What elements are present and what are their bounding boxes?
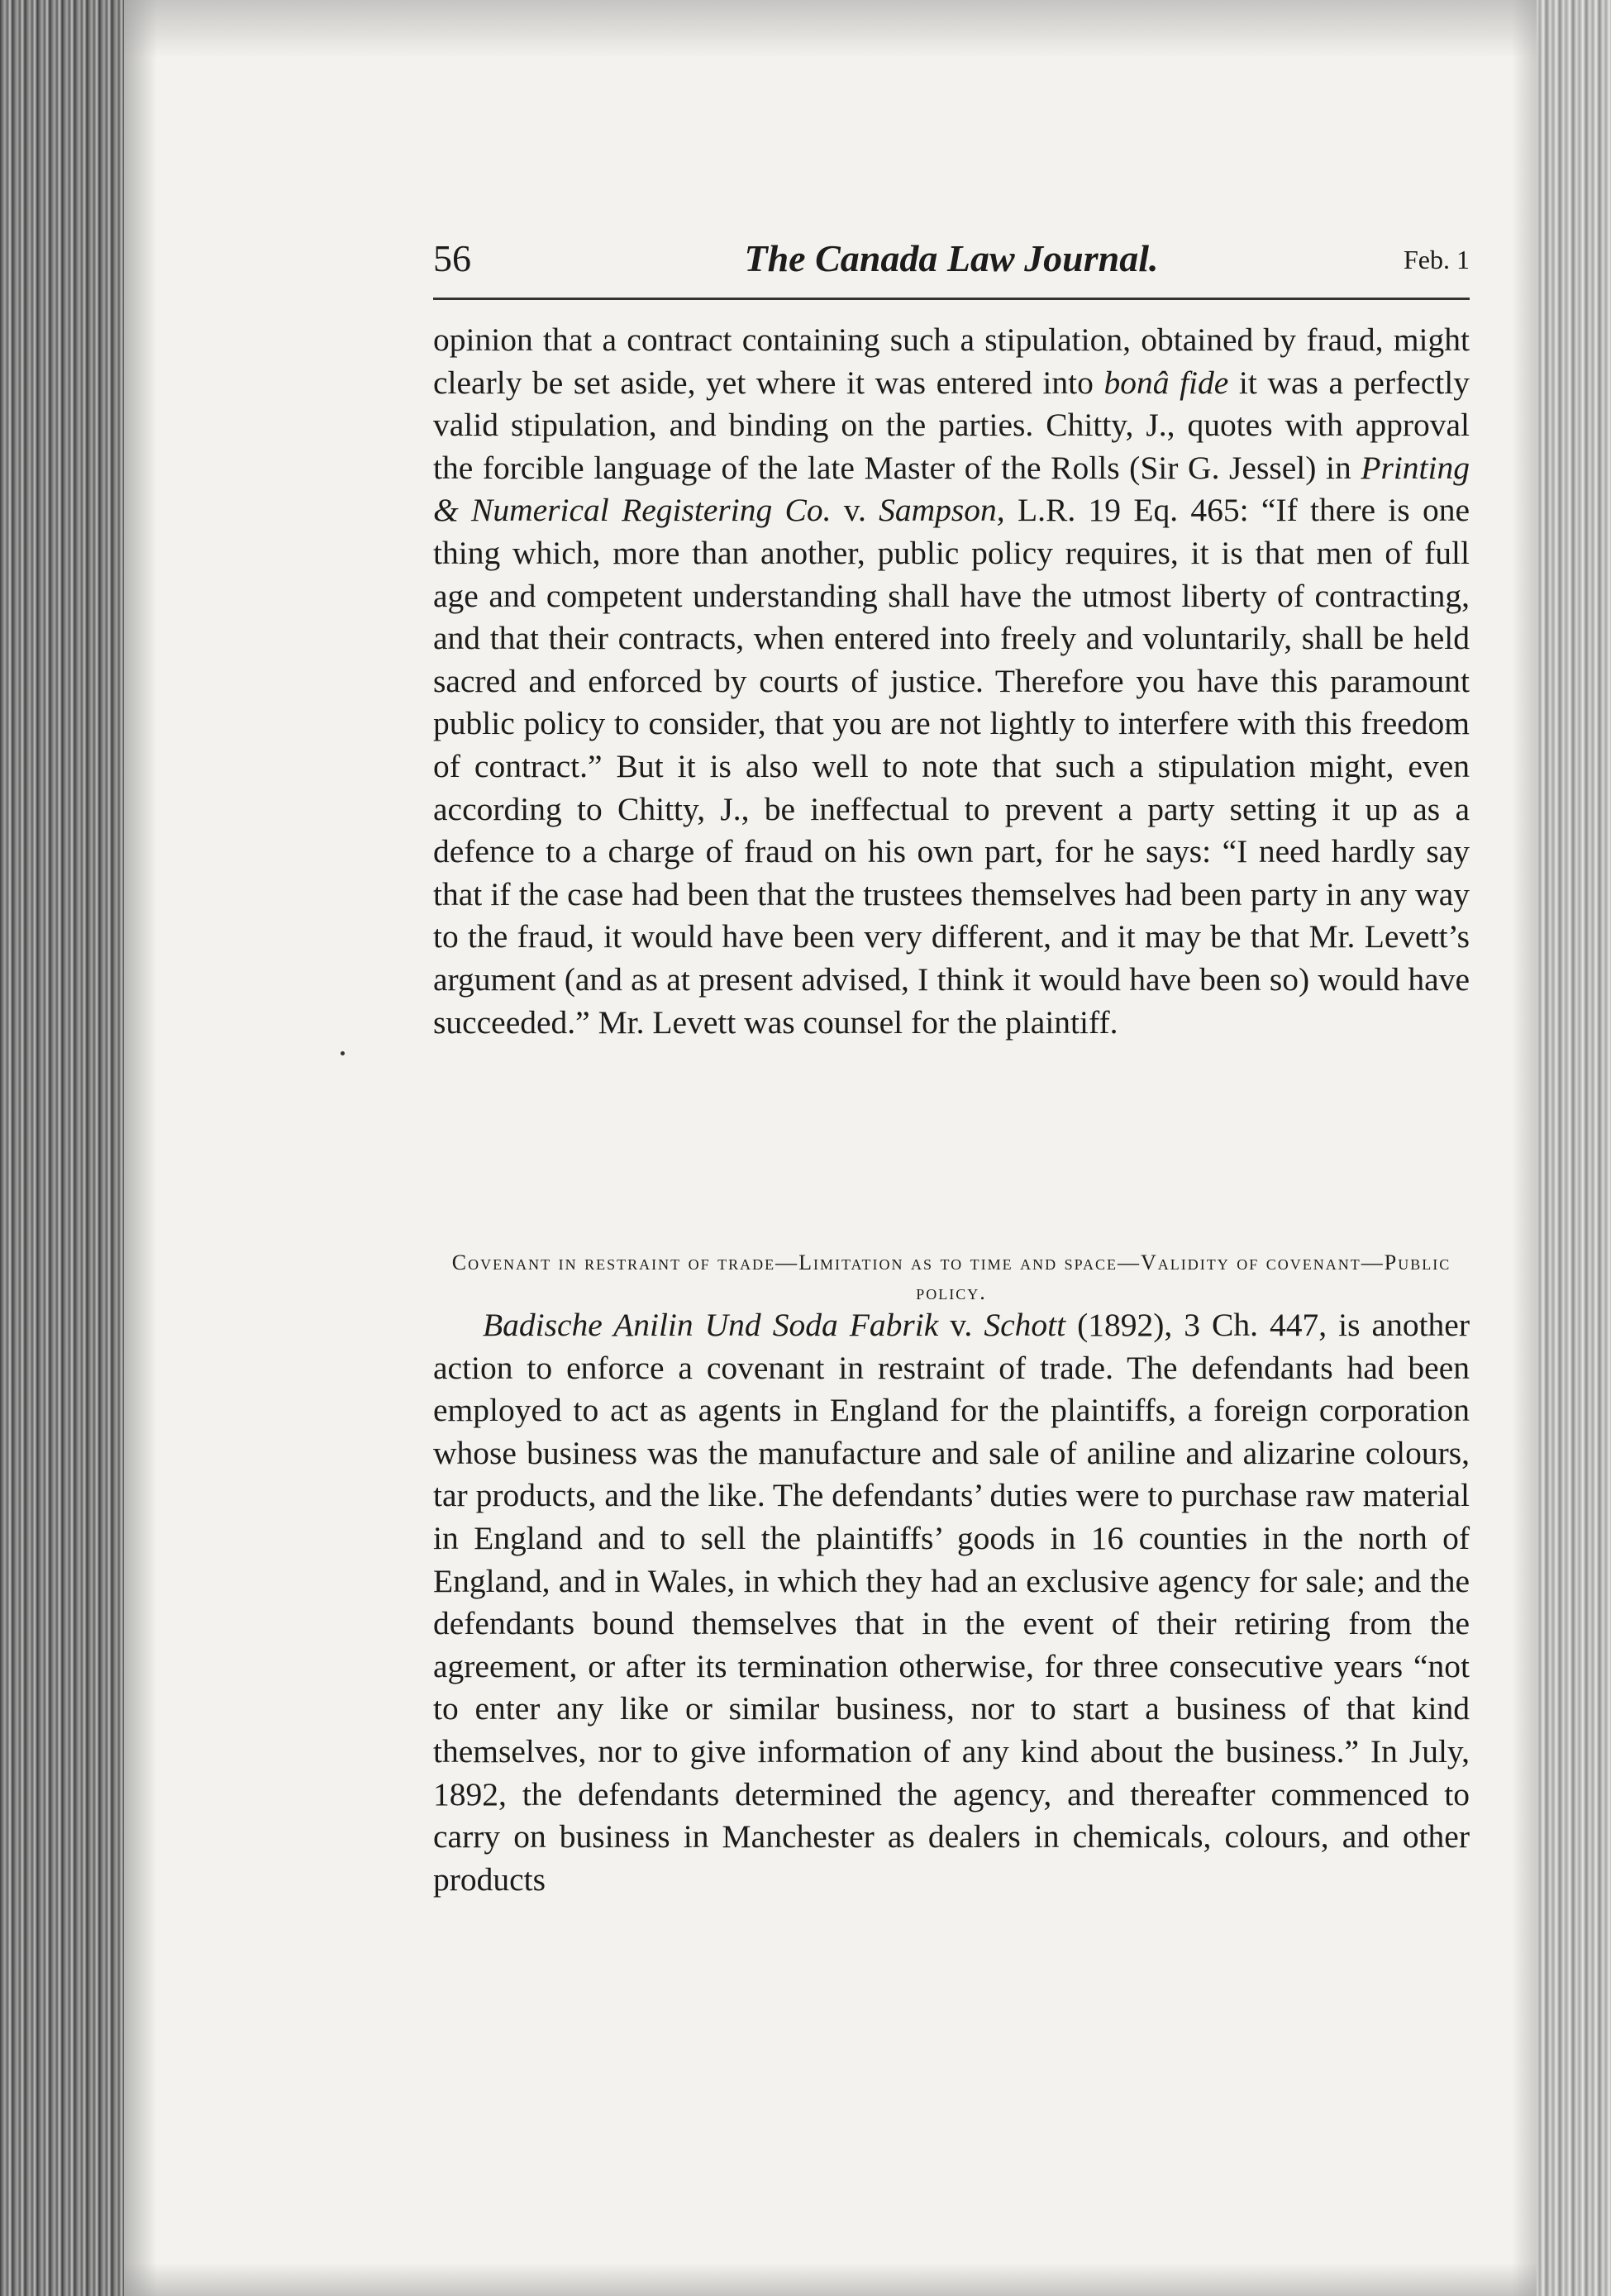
paragraph-text: v. [831, 492, 879, 529]
journal-title: The Canada Law Journal. [744, 237, 1159, 279]
page-number: 56 [433, 237, 471, 279]
running-header [433, 236, 1470, 294]
scan-left-edge [0, 0, 124, 2296]
header-rule [433, 298, 1470, 300]
case-name: Badische Anilin Und Soda Fabrik [483, 1307, 939, 1343]
body-paragraph-2 [433, 1304, 1470, 1901]
margin-mark [341, 1051, 345, 1055]
paragraph-text: v. [938, 1307, 984, 1343]
italic-term: bonâ fide [1103, 364, 1229, 401]
case-name: Printing & Numerical Registering Co. [433, 449, 1470, 529]
paragraph-text: L.R. 19 Eq. 465: “If there is one thing which, more than another, public policy requires, it is that men of full age and competent understanding shall have the utmost liberty of contracting, and that their contracts, when entered into freely and voluntarily, shall be held sacred and enforced by courts of justice. Therefore you have this paramount public policy to consider, that you are not lightly to interfere with this freedom of contract.” But it is also well to note that such a stipulation might, even according to Chitty, J., be ineffectual to prevent a party setting it up as a defence to a charge of fraud on his own part, for he says: “I need hardly say that if the case had been that the trustees themselves had been party in any way to the fraud, it would have been very different, and it may be that Mr. Levett’s argument (and as at present advised, I think it would have been so) would have succeeded.” Mr. Levett was counsel for the plaintiff. [433, 492, 1470, 1041]
issue-date: Feb. 1 [1404, 245, 1470, 274]
case-name: Sampson, [879, 492, 1005, 529]
case-name: Schott [984, 1307, 1066, 1343]
section-heading: Covenant in restraint of trade—Limitation as to time and space—Validity of covenant—Public policy. [451, 1250, 1451, 1304]
paragraph-text: (1892), 3 Ch. 447, is another action to enforce a covenant in restraint of trade. The defendants had been employed to act as agents in England for the plaintiffs, a foreign corporation whose business was the manufacture and sale of aniline and alizarine colours, tar products, and the like. The defendants’ duties were to purchase raw material in England and to sell the plaintiffs’ goods in 16 counties in the north of England, and in Wales, in which they had an exclusive agency for sale; and the defendants bound themselves that in the event of their retiring from the agreement, or after its termination otherwise, for three consecutive years “not to enter any like or similar business, nor to start a business of that kind themselves, nor to give information of any kind about the business.” In July, 1892, the defendants determined the agency, and thereafter commenced to carry on business in Manchester as dealers in chemicals, colours, and other products [433, 1307, 1470, 1898]
paragraph-text: opinion that a contract containing such a stipulation, obtained by fraud, might clearly be set aside, yet where it was entered into [433, 322, 1470, 401]
scan-top-shadow [124, 0, 1537, 58]
body-paragraph-1 [433, 319, 1470, 1044]
scan-bottom-shadow [124, 2263, 1537, 2296]
paragraph-text: it was a perfectly valid stipulation, and binding on the parties. Chitty, J., quotes with approval the forcible language of the late Master of the Rolls (Sir G. Jessel) in [433, 364, 1470, 486]
scan-right-edge [1537, 0, 1611, 2296]
